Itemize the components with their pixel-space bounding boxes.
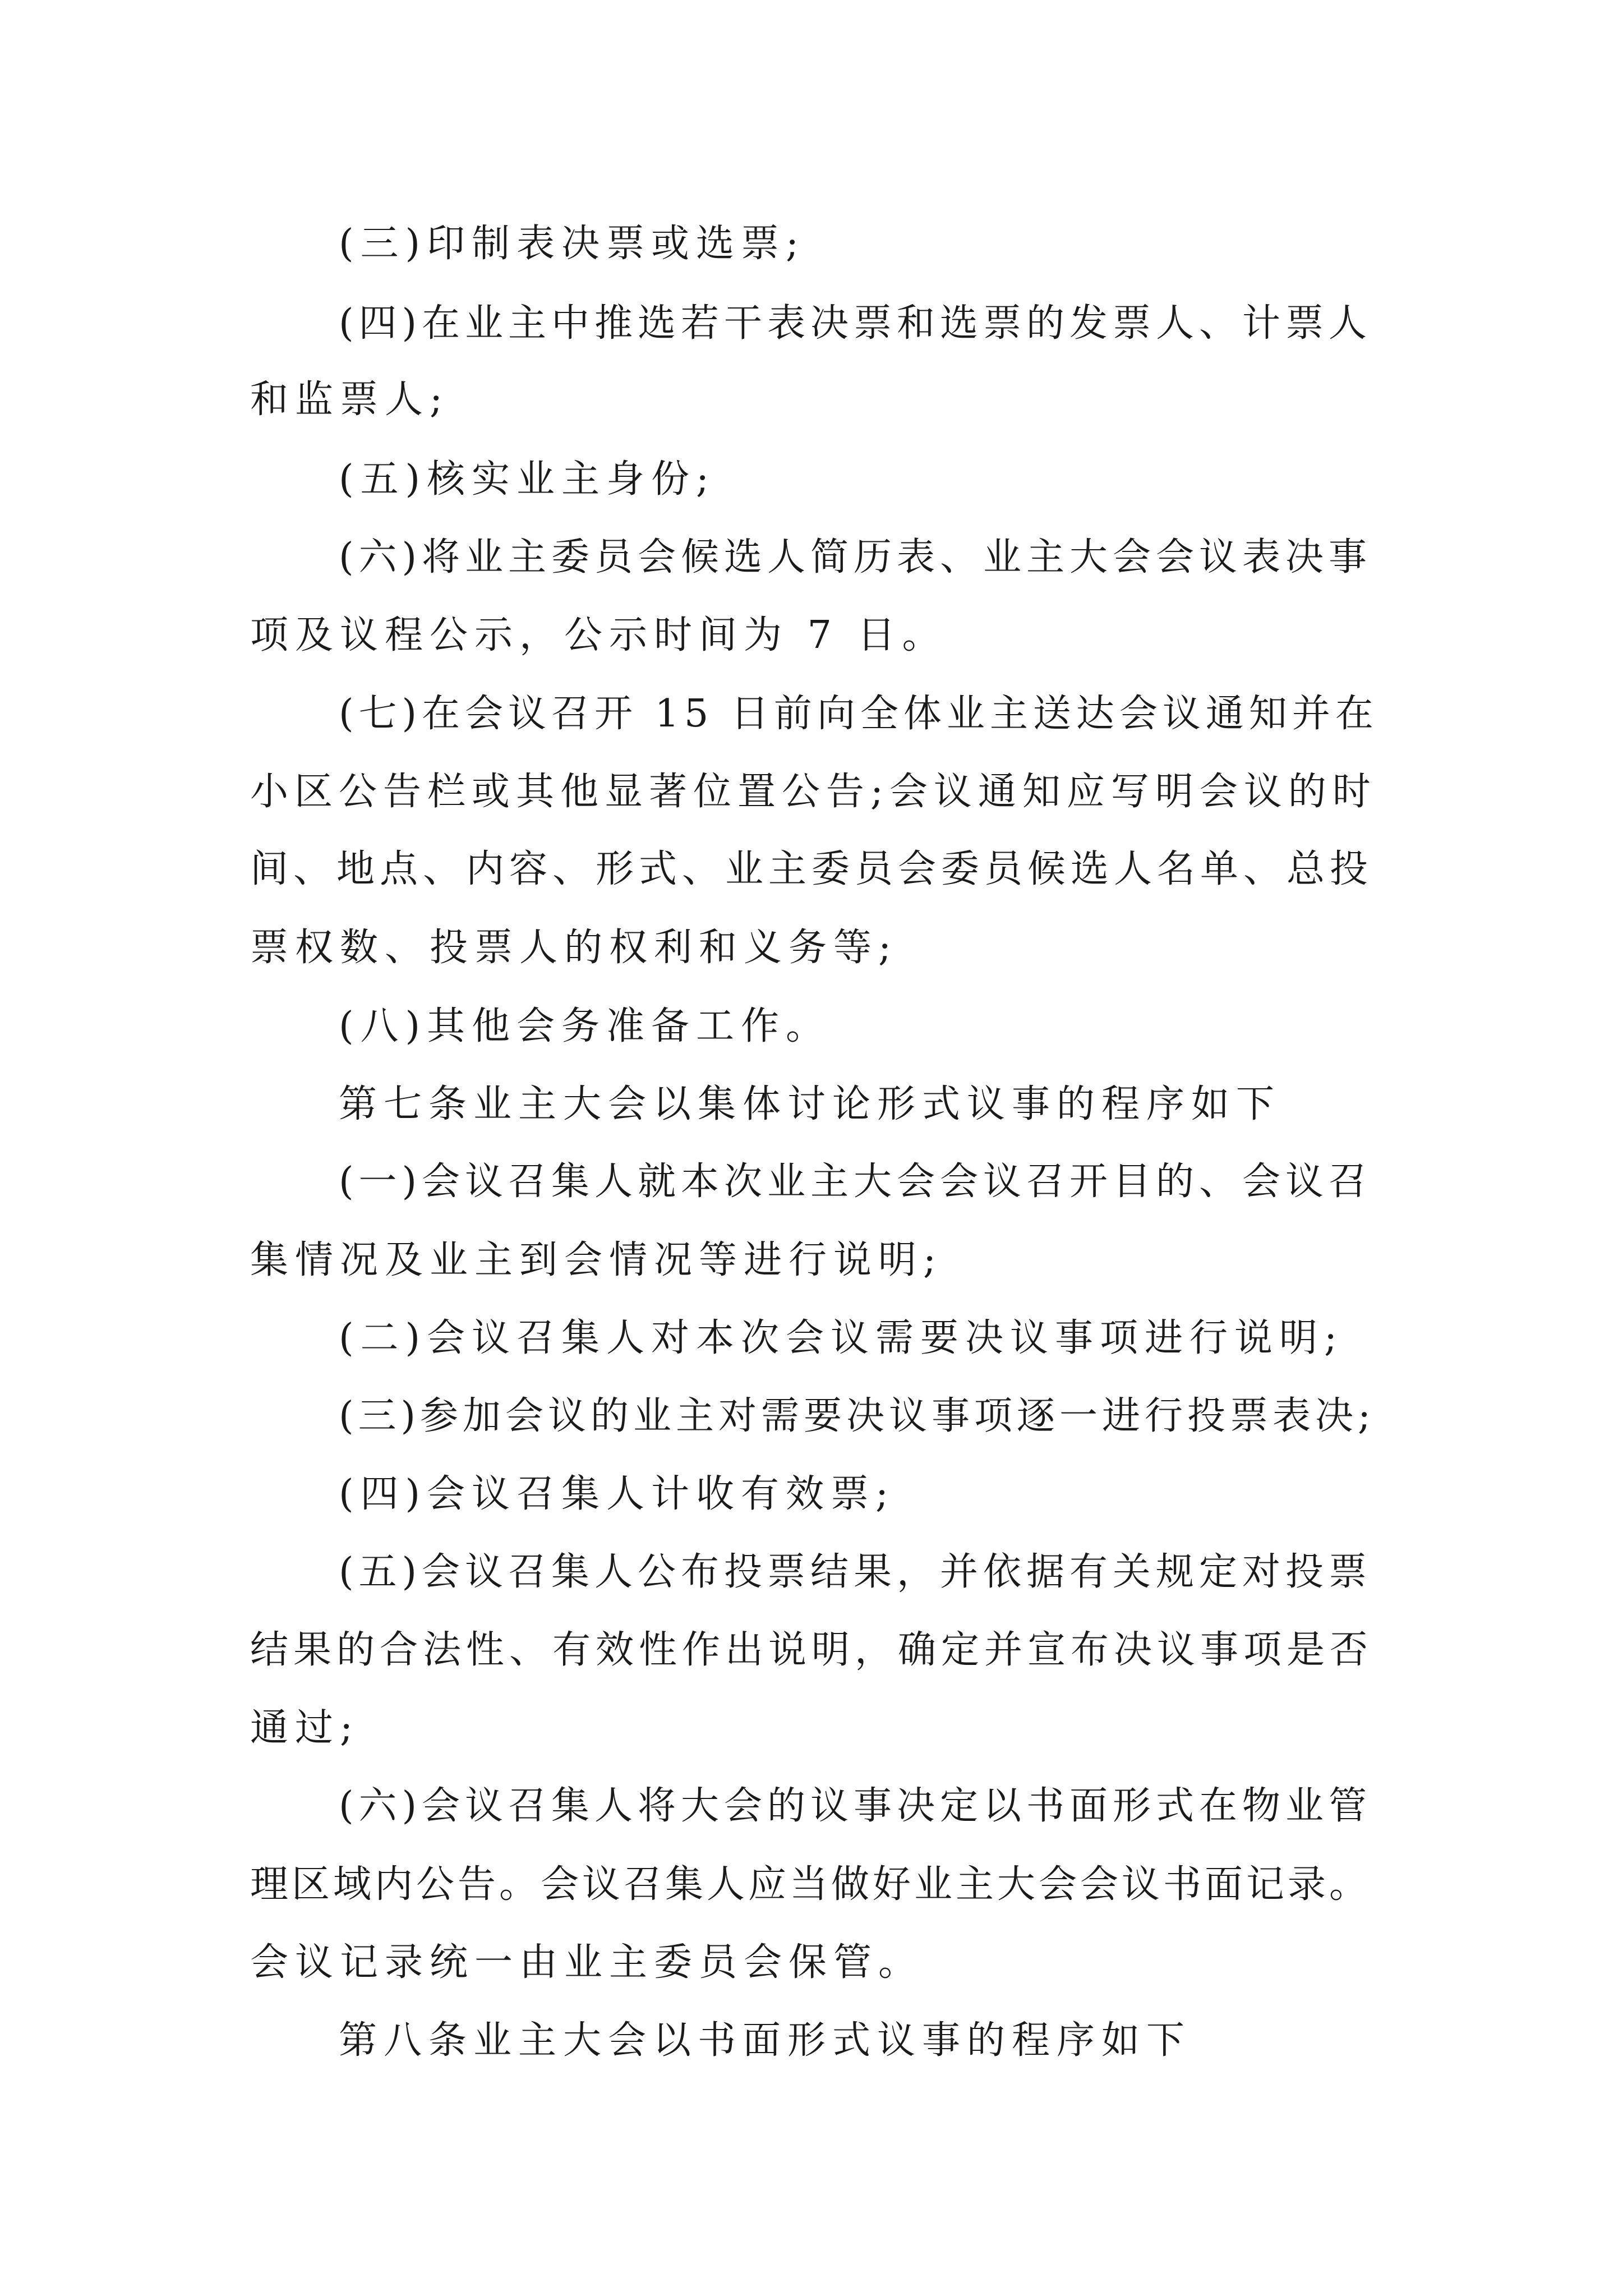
section-heading: 第八条业主大会以书面形式议事的程序如下 [339, 2018, 1192, 2063]
text-line: (六)将业主委员会候选人简历表、业主大会会议表决事 [339, 535, 1372, 579]
text-line: 通过; [250, 1706, 359, 1750]
text-line: 小区公告栏或其他显著位置公告;会议通知应写明会议的时 [250, 770, 1377, 814]
text-line: 集情况及业主到会情况等进行说明; [250, 1238, 943, 1282]
text-line: (二)会议召集人对本次会议需要决议事项进行说明; [339, 1316, 1344, 1360]
text-line: 理区域内公告。会议召集人应当做好业主大会会议书面记录。 [250, 1862, 1371, 1907]
text-line: (四)在业主中推选若干表决票和选票的发票人、计票人 [339, 301, 1372, 346]
text-line: 会议记录统一由业主委员会保管。 [250, 1940, 924, 1985]
text-line: (五)会议召集人公布投票结果，并依据有关规定对投票 [339, 1550, 1372, 1594]
text-line: (一)会议召集人就本次业主大会会议召开目的、会议召 [339, 1159, 1372, 1204]
text-line: 票权数、投票人的权利和义务等; [250, 926, 898, 970]
text-line: 和监票人; [250, 378, 449, 422]
text-line: (七)在会议召开 15 日前向全体业主送达会议通知并在 [339, 692, 1378, 736]
text-line: (四)会议召集人计收有效票; [339, 1472, 895, 1516]
text-line: 结果的合法性、有效性作出说明，确定并宣布决议事项是否 [250, 1628, 1373, 1672]
section-heading: 第七条业主大会以集体讨论形式议事的程序如下 [339, 1082, 1281, 1126]
text-line: (五)核实业主身份; [339, 457, 716, 501]
text-line: (三)印制表决票或选票; [339, 222, 805, 266]
text-line: 项及议程公示，公示时间为 7 日。 [250, 613, 947, 657]
text-line: (六)会议召集人将大会的议事决定以书面形式在物业管 [339, 1784, 1372, 1828]
text-line: (三)参加会议的业主对需要决议事项逐一进行投票表决; [339, 1394, 1375, 1438]
text-line: (八)其他会务准备工作。 [339, 1004, 831, 1048]
text-line: 间、地点、内容、形式、业主委员会委员候选人名单、总投 [250, 847, 1373, 891]
